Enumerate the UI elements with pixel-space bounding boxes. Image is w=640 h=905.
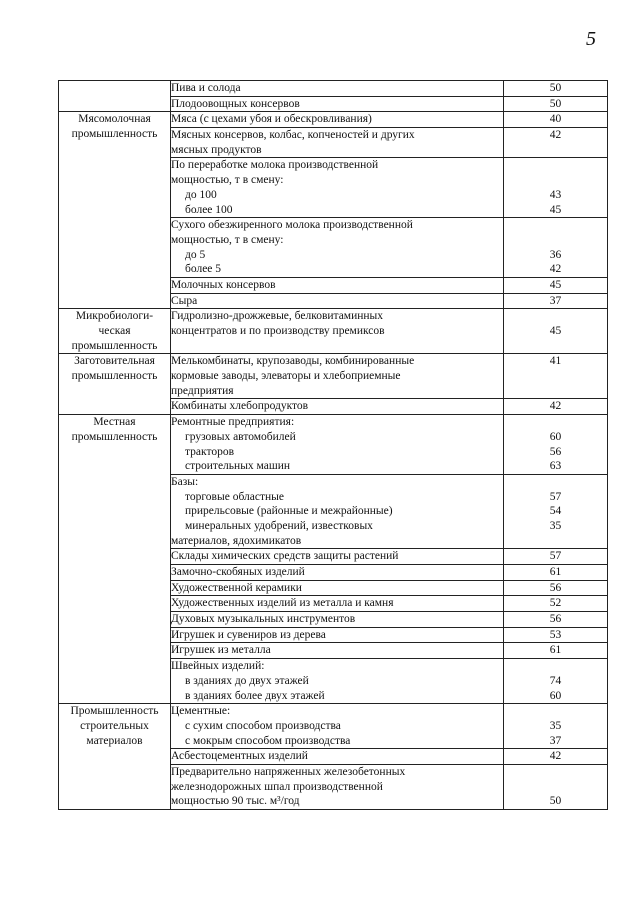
enterprise-label: Предварительно напряженных железобетонных bbox=[171, 765, 406, 778]
industry-label: Мясомолочная bbox=[78, 113, 151, 126]
value bbox=[504, 780, 607, 795]
enterprise-label: Комбинаты хлебопродуктов bbox=[171, 400, 309, 413]
value-cell bbox=[504, 643, 608, 659]
enterprise-label: мощностью, т в смену: bbox=[171, 174, 284, 187]
enterprise-label: Замочно-скобяных изделий bbox=[171, 566, 305, 578]
enterprise-label bbox=[171, 339, 503, 354]
value: 61 bbox=[549, 566, 562, 578]
value-cell bbox=[504, 293, 608, 309]
table-row bbox=[59, 309, 608, 354]
norms-table bbox=[58, 80, 608, 810]
value-cell bbox=[504, 128, 608, 158]
enterprise-label: до 100 bbox=[185, 188, 217, 201]
value-cell bbox=[504, 580, 608, 596]
enterprise-cell bbox=[171, 218, 504, 278]
table-row bbox=[59, 415, 608, 475]
value: 42 bbox=[549, 263, 562, 276]
value-cell bbox=[504, 309, 608, 354]
enterprise-label: до 5 bbox=[185, 248, 206, 261]
value-cell bbox=[504, 158, 608, 218]
enterprise-cell bbox=[171, 627, 504, 643]
industry-cell bbox=[59, 415, 171, 704]
value: 43 bbox=[549, 188, 562, 201]
industry-label: Заготовительная bbox=[74, 355, 155, 368]
enterprise-cell bbox=[171, 596, 504, 612]
enterprise-cell bbox=[171, 415, 504, 475]
enterprise-cell bbox=[171, 293, 504, 309]
value bbox=[504, 158, 607, 173]
enterprise-label: с мокрым способом производства bbox=[185, 734, 351, 747]
value-cell bbox=[504, 399, 608, 415]
enterprise-label: более 5 bbox=[185, 263, 222, 276]
enterprise-label: торговые областные bbox=[185, 490, 284, 503]
value bbox=[504, 173, 607, 188]
value: 45 bbox=[549, 325, 562, 337]
value: 42 bbox=[549, 750, 562, 763]
value: 35 bbox=[549, 519, 562, 532]
enterprise-cell bbox=[171, 612, 504, 628]
enterprise-label: Гидролизно-дрожжевые, белковитаминных bbox=[171, 310, 384, 323]
industry-label: промышленность bbox=[71, 430, 158, 443]
value: 41 bbox=[549, 355, 562, 368]
enterprise-label: Ремонтные предприятия: bbox=[171, 416, 295, 429]
value: 54 bbox=[549, 505, 562, 518]
industry-cell bbox=[59, 112, 171, 309]
value bbox=[504, 233, 607, 248]
industry-cell bbox=[59, 704, 171, 810]
value: 36 bbox=[549, 248, 562, 261]
enterprise-cell bbox=[171, 309, 504, 354]
enterprise-label: более 100 bbox=[185, 203, 233, 216]
table-row bbox=[59, 112, 608, 128]
enterprise-cell bbox=[171, 128, 504, 158]
industry-label: Промышленность bbox=[70, 705, 159, 718]
industry-cell bbox=[59, 81, 171, 112]
value: 42 bbox=[549, 400, 562, 413]
value: 42 bbox=[549, 129, 562, 142]
value-cell bbox=[504, 474, 608, 548]
value-cell bbox=[504, 764, 608, 809]
enterprise-cell bbox=[171, 354, 504, 399]
value: 37 bbox=[549, 734, 562, 747]
enterprise-label: Сухого обезжиренного молока производственной bbox=[171, 219, 413, 232]
enterprise-label: Базы: bbox=[171, 475, 199, 488]
value bbox=[504, 415, 607, 430]
enterprise-label: тракторов bbox=[185, 445, 235, 458]
enterprise-label: кормовые заводы, элеваторы и хлебоприемные bbox=[171, 370, 401, 383]
value-cell bbox=[504, 704, 608, 749]
value bbox=[504, 369, 607, 384]
enterprise-label: Швейных изделий: bbox=[171, 660, 265, 673]
table-row bbox=[59, 704, 608, 749]
enterprise-cell bbox=[171, 399, 504, 415]
enterprise-label: грузовых автомобилей bbox=[185, 430, 296, 443]
value: 74 bbox=[549, 674, 562, 687]
value: 40 bbox=[549, 113, 562, 126]
value bbox=[504, 384, 607, 399]
enterprise-label: Мелькомбинаты, крупозаводы, комбинированные bbox=[171, 355, 415, 368]
value: 63 bbox=[549, 460, 562, 473]
enterprise-label: предприятия bbox=[171, 384, 234, 397]
value: 50 bbox=[549, 795, 562, 808]
enterprise-label: прирельсовые (районные и межрайонные) bbox=[185, 505, 393, 518]
enterprise-cell bbox=[171, 764, 504, 809]
industry-cell bbox=[59, 309, 171, 354]
enterprise-label: Мясных консервов, колбас, копченостей и других bbox=[171, 129, 415, 142]
value: 60 bbox=[549, 689, 562, 702]
enterprise-label: мощностью 90 тыс. м³/год bbox=[171, 795, 300, 808]
value-cell bbox=[504, 596, 608, 612]
industry-label: промышленность bbox=[71, 339, 158, 352]
enterprise-cell bbox=[171, 643, 504, 659]
enterprise-cell bbox=[171, 96, 504, 112]
value bbox=[504, 765, 607, 780]
enterprise-cell bbox=[171, 659, 504, 704]
enterprise-cell bbox=[171, 277, 504, 293]
enterprise-label: с сухим способом производства bbox=[185, 719, 341, 732]
value: 56 bbox=[549, 445, 562, 458]
industry-cell bbox=[59, 354, 171, 415]
enterprise-label: мощностью, т в смену: bbox=[171, 233, 284, 246]
value-cell bbox=[504, 659, 608, 704]
page-number: 5 bbox=[586, 28, 596, 50]
value-cell bbox=[504, 96, 608, 112]
industry-label: Местная bbox=[93, 416, 136, 429]
enterprise-label: мясных продуктов bbox=[171, 143, 262, 156]
value bbox=[504, 659, 607, 674]
value: 60 bbox=[549, 430, 562, 443]
industry-label: строительных bbox=[80, 719, 149, 732]
value: 52 bbox=[549, 597, 562, 610]
value bbox=[504, 534, 607, 549]
enterprise-cell bbox=[171, 158, 504, 218]
value-cell bbox=[504, 549, 608, 565]
enterprise-label: Цементные: bbox=[171, 705, 231, 718]
enterprise-label: Плодоовощных консервов bbox=[171, 97, 300, 110]
enterprise-label: железнодорожных шпал производственной bbox=[171, 780, 383, 793]
enterprise-label: в зданиях до двух этажей bbox=[185, 674, 309, 687]
enterprise-label: минеральных удобрений, известковых bbox=[185, 519, 373, 532]
value: 37 bbox=[549, 294, 562, 307]
enterprise-label: По переработке молока производственной bbox=[171, 159, 379, 172]
value bbox=[504, 704, 607, 719]
enterprise-label: концентратов и по производству премиксов bbox=[171, 325, 385, 337]
value: 45 bbox=[549, 278, 562, 291]
value: 50 bbox=[549, 82, 562, 94]
value: 61 bbox=[549, 644, 562, 657]
table-row bbox=[59, 354, 608, 399]
value: 57 bbox=[549, 490, 562, 503]
enterprise-label: Игрушек и сувениров из дерева bbox=[171, 628, 326, 641]
value: 56 bbox=[549, 613, 562, 626]
enterprise-cell bbox=[171, 580, 504, 596]
value bbox=[504, 143, 607, 158]
value bbox=[504, 218, 607, 233]
enterprise-label: Сыра bbox=[171, 294, 198, 307]
value: 45 bbox=[549, 203, 562, 216]
value-cell bbox=[504, 81, 608, 97]
industry-label: Микробиологи- bbox=[75, 310, 154, 323]
value-cell bbox=[504, 565, 608, 581]
value-cell bbox=[504, 218, 608, 278]
industry-label: промышленность bbox=[71, 370, 158, 383]
value bbox=[504, 309, 607, 324]
industry-label: промышленность bbox=[71, 128, 158, 141]
enterprise-label: Духовых музыкальных инструментов bbox=[171, 613, 356, 626]
value-cell bbox=[504, 354, 608, 399]
industry-label: ческая bbox=[98, 325, 131, 337]
enterprise-cell bbox=[171, 81, 504, 97]
enterprise-label: Склады химических средств защиты растений bbox=[171, 550, 399, 563]
value-cell bbox=[504, 612, 608, 628]
value: 35 bbox=[549, 719, 562, 732]
value-cell bbox=[504, 627, 608, 643]
value-cell bbox=[504, 749, 608, 765]
enterprise-label: Пива и солода bbox=[171, 82, 241, 94]
value-cell bbox=[504, 112, 608, 128]
value bbox=[504, 339, 607, 354]
enterprise-label: Художественной керамики bbox=[171, 581, 302, 594]
value: 53 bbox=[549, 628, 562, 641]
value-cell bbox=[504, 415, 608, 475]
value: 56 bbox=[549, 581, 562, 594]
enterprise-label: Молочных консервов bbox=[171, 278, 276, 291]
enterprise-cell bbox=[171, 112, 504, 128]
enterprise-label: строительных машин bbox=[185, 460, 291, 473]
enterprise-cell bbox=[171, 474, 504, 548]
value bbox=[504, 475, 607, 490]
enterprise-label: Асбестоцементных изделий bbox=[171, 750, 308, 763]
enterprise-cell bbox=[171, 704, 504, 749]
table-row bbox=[59, 81, 608, 97]
enterprise-cell bbox=[171, 749, 504, 765]
enterprise-label: Игрушек из металла bbox=[171, 644, 271, 657]
value: 50 bbox=[549, 97, 562, 110]
enterprise-label: Мяса (с цехами убоя и обескровливания) bbox=[171, 113, 372, 126]
industry-label: материалов bbox=[86, 734, 143, 747]
enterprise-label: Художественных изделий из металла и камня bbox=[171, 597, 394, 610]
value-cell bbox=[504, 277, 608, 293]
enterprise-cell bbox=[171, 565, 504, 581]
enterprise-label: в зданиях более двух этажей bbox=[185, 689, 325, 702]
value: 57 bbox=[549, 550, 562, 563]
enterprise-cell bbox=[171, 549, 504, 565]
enterprise-label: материалов, ядохимикатов bbox=[171, 534, 302, 547]
